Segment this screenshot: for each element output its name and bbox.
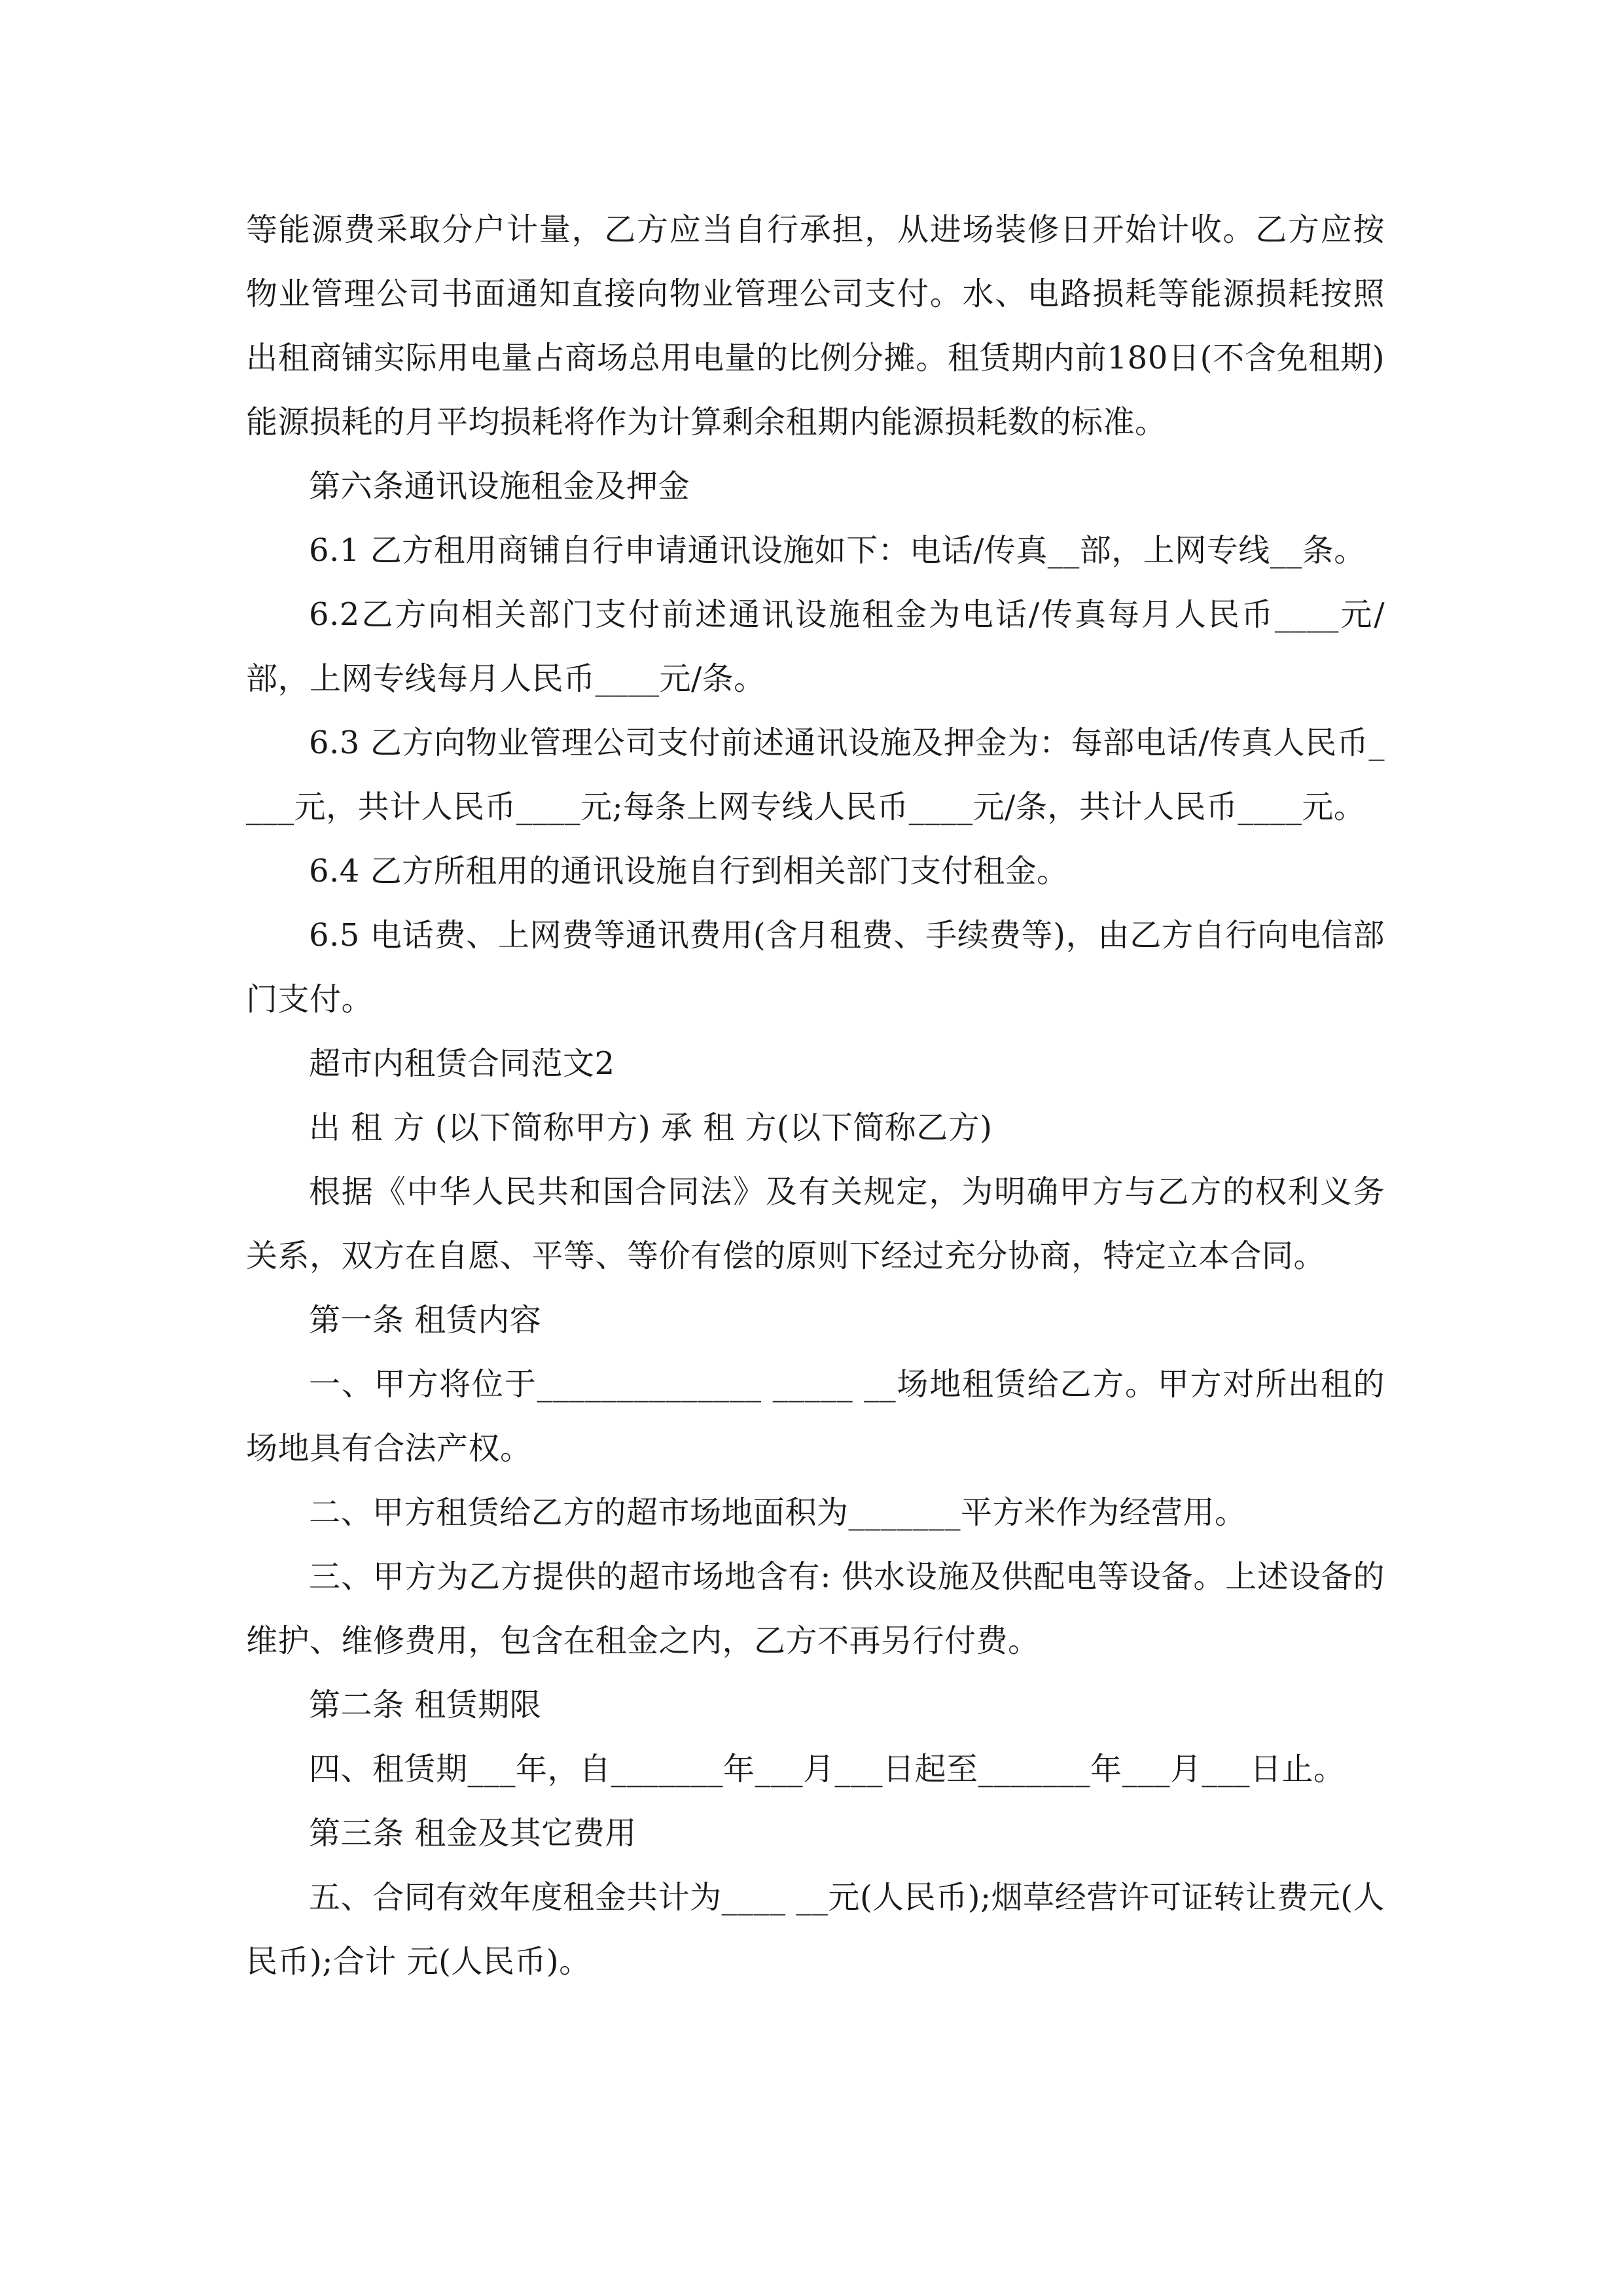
clause-6-3: 6.3 乙方向物业管理公司支付前述通讯设施及押金为：每部电话/传真人民币____元，共计人民币____元;每条上网专线人民币____元/条，共计人民币____元。 (246, 725, 1385, 825)
heading-article-3: 第三条 租金及其它费用 (309, 1815, 637, 1852)
clause-4-term: 四、租赁期___年，自_______年___月___日起至_______年___月___日止。 (309, 1751, 1346, 1787)
heading-article-2: 第二条 租赁期限 (309, 1687, 542, 1723)
clause-2-area: 二、甲方租赁给乙方的超市场地面积为_______平方米作为经营用。 (309, 1494, 1247, 1531)
paragraph-energy-fees: 等能源费采取分户计量，乙方应当自行承担，从进场装修日开始计收。乙方应按物业管理公司书面通知直接向物业管理公司支付。水、电路损耗等能源损耗按照出租商铺实际用电量占商场总用电量的比例分摊。租赁期内前180日(不含免租期)能源损耗的月平均损耗将作为计算剩余租期内能源损耗数的标准。 (246, 211, 1385, 440)
clause-6-4: 6.4 乙方所租用的通讯设施自行到相关部门支付租金。 (309, 853, 1069, 889)
preamble-paragraph: 根据《中华人民共和国合同法》及有关规定，为明确甲方与乙方的权利义务关系，双方在自愿、平等、等价有偿的原则下经过充分协商，特定立本合同。 (246, 1174, 1385, 1274)
parties-line: 出 租 方 (以下简称甲方) 承 租 方(以下简称乙方) (309, 1109, 993, 1146)
heading-article-6: 第六条通讯设施租金及押金 (309, 468, 690, 505)
clause-6-5: 6.5 电话费、上网费等通讯费用(含月租费、手续费等)，由乙方自行向电信部门支付。 (246, 917, 1385, 1018)
section-title-sample-2: 超市内租赁合同范文2 (309, 1045, 615, 1082)
clause-6-2: 6.2乙方向相关部门支付前述通讯设施租金为电话/传真每月人民币____元/部，上网专线每月人民币____元/条。 (246, 596, 1385, 697)
clause-3-facilities: 三、甲方为乙方提供的超市场地含有: 供水设施及供配电等设备。上述设备的维护、维修费用，包含在租金之内，乙方不再另行付费。 (246, 1558, 1385, 1659)
clause-6-1: 6.1 乙方租用商铺自行申请通讯设施如下：电话/传真__部，上网专线__条。 (309, 532, 1366, 569)
heading-article-1: 第一条 租赁内容 (309, 1302, 542, 1338)
clause-1-location: 一、甲方将位于______________ _____ __场地租赁给乙方。甲方对所出租的场地具有合法产权。 (246, 1366, 1385, 1467)
document-body (246, 198, 1385, 1994)
clause-5-rent: 五、合同有效年度租金共计为____ __元(人民币);烟草经营许可证转让费元(人民币);合计 元(人民币)。 (246, 1879, 1385, 1980)
